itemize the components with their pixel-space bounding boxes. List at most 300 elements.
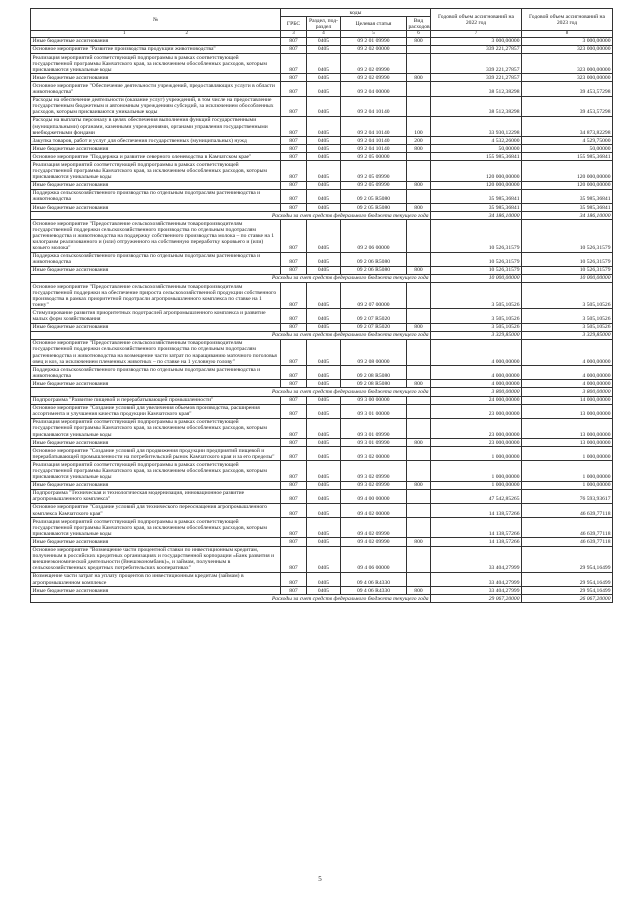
cell-amount-2023: 50,00000 (522, 145, 613, 153)
cell-grbs: 807 (281, 518, 307, 538)
cell-amount-2022: 339 221,27857 (431, 54, 522, 74)
cell-target-article: 09 3 02 09990 (341, 461, 407, 481)
cell-expense-type (407, 418, 431, 438)
cell-razdel: 0405 (307, 189, 341, 203)
cell-razdel: 0405 (307, 447, 341, 461)
cell-description: Реализация мероприятий соответствующей подпрограммы в рамках соответствующей государственной программы Камчатского края, за исключением обособленных расходов, которым присваиваются уникальные коды (31, 461, 281, 481)
cell-amount-2023: 3 329,85000 (522, 331, 613, 339)
cell-amount-2023: 1 000,00000 (522, 461, 613, 481)
cell-razdel: 0405 (307, 418, 341, 438)
cell-description: Реализация мероприятий соответствующей подпрограммы в рамках соответствующей государственной программы Камчатского края, за исключением обособленных расходов, которым присваиваются уникальные коды (31, 518, 281, 538)
cell-amount-2022: 10 000,00000 (431, 274, 522, 282)
cell-razdel: 0405 (307, 404, 341, 418)
cell-target-article: 09 4 06 R4330 (341, 572, 407, 586)
colnum: 3 (281, 31, 307, 38)
cell-razdel: 0405 (307, 538, 341, 546)
table-row (31, 546, 613, 572)
colnum: 5 (341, 31, 407, 38)
cell-amount-2023: 10 526,31579 (522, 220, 613, 252)
cell-grbs: 807 (281, 252, 307, 266)
cell-target-article: 09 4 02 09990 (341, 538, 407, 546)
cell-description: Реализация мероприятий соответствующей подпрограммы в рамках соответствующей государственной программы Камчатского края, за исключением обособленных расходов, которым присваиваются уникальные коды (31, 161, 281, 181)
table-row (31, 54, 613, 74)
cell-expense-type: 800 (407, 481, 431, 489)
cell-grbs: 807 (281, 189, 307, 203)
cell-expense-type (407, 339, 431, 365)
cell-expense-type (407, 489, 431, 503)
cell-grbs: 807 (281, 204, 307, 212)
cell-razdel: 0405 (307, 82, 341, 96)
cell-amount-2023: 3 505,10526 (522, 283, 613, 309)
cell-description: Основное мероприятие "Создание условий для продвижения продукции предприятий пищевой и перерабатывающей промышленности на потребительский рынок Камчатского края и за его пределы" (31, 447, 281, 461)
cell-expense-type (407, 572, 431, 586)
cell-target-article: 09 4 06 R4330 (341, 587, 407, 595)
cell-description: Иные бюджетные ассигнования (31, 145, 281, 153)
row-note: Расходы за счет средств федерального бюджета текущего года (31, 331, 431, 339)
cell-amount-2022: 3 505,10526 (431, 283, 522, 309)
cell-description: Иные бюджетные ассигнования (31, 74, 281, 82)
table-row (31, 252, 613, 266)
cell-amount-2023: 323 000,00000 (522, 45, 613, 53)
cell-description: Расходы на обеспечение деятельности (оказание услуг) учреждений, в том числе на предоставление государственным бюджетным и автономным учреждениям субсидий, за исключением обособленных расходов, которым присваиваются уникальные коды (31, 96, 281, 116)
cell-amount-2022: 1 000,00000 (431, 447, 522, 461)
header-year-2022: Годовой объем ассигнований на 2022 год (431, 9, 522, 31)
cell-amount-2022: 38 512,38298 (431, 96, 522, 116)
cell-amount-2022: 120 000,00000 (431, 181, 522, 189)
cell-expense-type: 800 (407, 538, 431, 546)
cell-amount-2022: 38 512,38298 (431, 82, 522, 96)
cell-target-article: 09 2 07 R5020 (341, 309, 407, 323)
header-vid: Вид расходов (408, 17, 430, 30)
cell-expense-type: 800 (407, 37, 431, 45)
cell-target-article: 09 2 04 10140 (341, 96, 407, 116)
cell-grbs: 807 (281, 461, 307, 481)
table-row (31, 323, 613, 331)
cell-target-article: 09 2 06 00000 (341, 220, 407, 252)
page-number: 5 (318, 875, 322, 883)
table-row (31, 266, 613, 274)
cell-amount-2023: 13 000,00000 (522, 404, 613, 418)
cell-grbs: 807 (281, 572, 307, 586)
cell-razdel: 0405 (307, 489, 341, 503)
cell-expense-type (407, 396, 431, 404)
cell-expense-type (407, 220, 431, 252)
cell-target-article: 09 2 06 R5080 (341, 266, 407, 274)
cell-description: Иные бюджетные ассигнования (31, 266, 281, 274)
header-row-top (31, 9, 613, 17)
cell-description: Подпрограмма "Развитие пищевой и перерабатывающей промышленности" (31, 396, 281, 404)
cell-amount-2022: 4 000,00000 (431, 366, 522, 380)
cell-razdel: 0405 (307, 37, 341, 45)
colnum: 8 (522, 31, 613, 38)
cell-grbs: 807 (281, 96, 307, 116)
cell-expense-type: 800 (407, 380, 431, 388)
table-row (31, 37, 613, 45)
cell-amount-2023: 1 000,00000 (522, 447, 613, 461)
cell-amount-2023: 323 000,00000 (522, 74, 613, 82)
cell-amount-2023: 13 000,00000 (522, 439, 613, 447)
cell-amount-2023: 3 505,10526 (522, 323, 613, 331)
cell-description: Стимулирование развития приоритетных подотраслей агропромышленного комплекса и развитие малых форм хозяйствования (31, 309, 281, 323)
header-number: № (31, 9, 281, 31)
cell-razdel: 0405 (307, 220, 341, 252)
header-column-numbers (31, 31, 613, 38)
table-row (31, 418, 613, 438)
table-row-federal-note (31, 212, 613, 220)
cell-grbs: 807 (281, 153, 307, 161)
cell-razdel: 0405 (307, 380, 341, 388)
cell-target-article: 09 2 08 00000 (341, 339, 407, 365)
cell-razdel: 0405 (307, 546, 341, 572)
cell-expense-type (407, 461, 431, 481)
cell-expense-type (407, 283, 431, 309)
cell-razdel: 0405 (307, 74, 341, 82)
cell-amount-2023: 10 000,00000 (522, 274, 613, 282)
cell-grbs: 807 (281, 380, 307, 388)
cell-description: Иные бюджетные ассигнования (31, 323, 281, 331)
cell-description: Основное мероприятие "Создание условий для увеличения объемов производства, расширения ассортимента и улучшения качества продукции Камчатского края" (31, 404, 281, 418)
table-row (31, 116, 613, 136)
cell-grbs: 807 (281, 396, 307, 404)
cell-target-article: 09 2 05 09990 (341, 181, 407, 189)
cell-razdel: 0405 (307, 323, 341, 331)
cell-description: Основное мероприятие "Предоставление сельскохозяйственным товаропроизводителям государственной поддержки на обеспечение прироста сельскохозяйственной продукции собственного производства в рамках приоритетной подотрасли агропромышленного комплекса по ставке на 1 тонну" (31, 283, 281, 309)
cell-description: Реализация мероприятий соответствующей подпрограммы в рамках соответствующей государственной программы Камчатского края, за исключением обособленных расходов, которым присваиваются уникальные коды (31, 54, 281, 74)
cell-grbs: 807 (281, 181, 307, 189)
cell-amount-2023: 29 954,16499 (522, 546, 613, 572)
cell-amount-2023: 34 186,10000 (522, 212, 613, 220)
cell-expense-type: 800 (407, 439, 431, 447)
cell-amount-2023: 4 529,75000 (522, 137, 613, 145)
cell-amount-2022: 14 138,57266 (431, 503, 522, 517)
cell-description: Расходы на выплаты персоналу в целях обеспечения выполнения функций государственными (муниципальными) органами, казенными учреждениями, органами управления государственными внебюджетными фондами (31, 116, 281, 136)
cell-grbs: 807 (281, 266, 307, 274)
cell-razdel: 0405 (307, 161, 341, 181)
cell-target-article: 09 4 06 00000 (341, 546, 407, 572)
table-row (31, 366, 613, 380)
cell-razdel: 0405 (307, 503, 341, 517)
cell-description: Поддержка сельскохозяйственного производства по отдельным подотраслям растениеводства и животноводства (31, 189, 281, 203)
table-row (31, 439, 613, 447)
budget-table-sheet (30, 8, 612, 603)
table-row (31, 518, 613, 538)
cell-amount-2022: 33 930,12298 (431, 116, 522, 136)
cell-grbs: 807 (281, 587, 307, 595)
cell-amount-2023: 4 000,00000 (522, 339, 613, 365)
cell-razdel: 0405 (307, 283, 341, 309)
cell-grbs: 807 (281, 404, 307, 418)
cell-amount-2022: 3 800,00000 (431, 388, 522, 396)
cell-expense-type (407, 82, 431, 96)
cell-razdel: 0405 (307, 396, 341, 404)
cell-amount-2023: 10 526,31579 (522, 266, 613, 274)
cell-expense-type (407, 447, 431, 461)
row-note: Расходы за счет средств федерального бюджета текущего года (31, 388, 431, 396)
budget-table (30, 8, 613, 603)
cell-amount-2023: 120 000,00000 (522, 181, 613, 189)
cell-description: Основное мероприятие "Возмещение части процентной ставки по инвестиционным кредитам, полученным в российских кредитных организациях и государственной корпорации «Банк развития и внешнеэкономической деятельности (Внешэкономбанк)», и займам, полученным в сельскохозяйственных кредитных потребительских кооперативах" (31, 546, 281, 572)
header-razdel: Раздел, под-раздел (307, 17, 341, 31)
cell-target-article: 09 2 07 R5020 (341, 323, 407, 331)
cell-amount-2022: 14 138,57266 (431, 518, 522, 538)
cell-expense-type (407, 309, 431, 323)
cell-grbs: 807 (281, 161, 307, 181)
cell-amount-2022: 47 542,85265 (431, 489, 522, 503)
cell-amount-2022: 1 000,00000 (431, 461, 522, 481)
table-row (31, 161, 613, 181)
table-row (31, 283, 613, 309)
cell-amount-2023: 4 000,00000 (522, 366, 613, 380)
cell-grbs: 807 (281, 339, 307, 365)
cell-amount-2023: 3 505,10526 (522, 309, 613, 323)
cell-amount-2023: 35 985,36841 (522, 204, 613, 212)
row-note: Расходы за счет средств федерального бюджета текущего года (31, 212, 431, 220)
cell-target-article: 09 2 02 09990 (341, 54, 407, 74)
cell-target-article: 09 4 00 00000 (341, 489, 407, 503)
table-row (31, 82, 613, 96)
cell-target-article: 09 2 07 00000 (341, 283, 407, 309)
cell-amount-2023: 46 639,77118 (522, 503, 613, 517)
cell-description: Иные бюджетные ассигнования (31, 439, 281, 447)
cell-amount-2022: 23 000,00000 (431, 404, 522, 418)
cell-amount-2022: 4 000,00000 (431, 339, 522, 365)
cell-target-article: 09 3 01 09990 (341, 439, 407, 447)
cell-amount-2022: 120 000,00000 (431, 161, 522, 181)
cell-amount-2022: 10 526,31579 (431, 266, 522, 274)
cell-amount-2023: 1 000,00000 (522, 481, 613, 489)
cell-description: Иные бюджетные ассигнования (31, 37, 281, 45)
cell-target-article: 09 2 05 R5080 (341, 204, 407, 212)
cell-description: Закупка товаров, работ и услуг для обеспечения государственных (муниципальных) нужд (31, 137, 281, 145)
cell-description: Поддержка сельскохозяйственного производства по отдельным подотраслям растениеводства и животноводства (31, 366, 281, 380)
cell-grbs: 807 (281, 489, 307, 503)
cell-amount-2022: 10 526,31579 (431, 220, 522, 252)
cell-amount-2023: 29 954,16499 (522, 587, 613, 595)
cell-amount-2022: 35 985,36841 (431, 189, 522, 203)
cell-amount-2023: 46 639,77118 (522, 518, 613, 538)
cell-amount-2023: 29 954,16499 (522, 572, 613, 586)
table-row (31, 404, 613, 418)
table-row (31, 181, 613, 189)
cell-description: Основное мероприятие "Развитие производства продукции животноводства" (31, 45, 281, 53)
colnum: 4 (307, 31, 341, 38)
table-row (31, 189, 613, 203)
cell-amount-2023: 14 000,00000 (522, 396, 613, 404)
cell-grbs: 807 (281, 538, 307, 546)
cell-description: Реализация мероприятий соответствующей подпрограммы в рамках соответствующей государственной программы Камчатского края, за исключением обособленных расходов, которым присваиваются уникальные коды (31, 418, 281, 438)
cell-amount-2022: 339 221,27857 (431, 74, 522, 82)
cell-grbs: 807 (281, 309, 307, 323)
table-row (31, 309, 613, 323)
cell-razdel: 0405 (307, 439, 341, 447)
cell-amount-2022: 23 000,00000 (431, 418, 522, 438)
cell-target-article: 09 2 02 00000 (341, 45, 407, 53)
cell-razdel: 0405 (307, 252, 341, 266)
cell-grbs: 807 (281, 145, 307, 153)
cell-expense-type: 100 (407, 116, 431, 136)
colnum: 6 (407, 31, 431, 38)
cell-target-article: 09 2 05 R5080 (341, 189, 407, 203)
cell-description: Иные бюджетные ассигнования (31, 204, 281, 212)
cell-amount-2023: 35 985,36841 (522, 189, 613, 203)
cell-amount-2023: 76 593,93617 (522, 489, 613, 503)
cell-amount-2022: 35 985,36841 (431, 204, 522, 212)
cell-grbs: 807 (281, 283, 307, 309)
cell-amount-2022: 3 329,85000 (431, 331, 522, 339)
cell-grbs: 807 (281, 503, 307, 517)
table-row (31, 145, 613, 153)
table-row-federal-note (31, 331, 613, 339)
cell-description: Поддержка сельскохозяйственного производства по отдельным подотраслям растениеводства и животноводства (31, 252, 281, 266)
cell-target-article: 09 2 06 R5080 (341, 252, 407, 266)
cell-amount-2022: 23 000,00000 (431, 439, 522, 447)
cell-grbs: 807 (281, 137, 307, 145)
table-row (31, 572, 613, 586)
cell-description: Основное мероприятие "Поддержка и развитие северного оленеводства в Камчатском крае" (31, 153, 281, 161)
cell-grbs: 807 (281, 439, 307, 447)
cell-target-article: 09 2 02 09990 (341, 74, 407, 82)
table-row (31, 447, 613, 461)
cell-expense-type (407, 252, 431, 266)
cell-grbs: 807 (281, 116, 307, 136)
cell-amount-2022: 29 067,20000 (431, 595, 522, 603)
table-row (31, 587, 613, 595)
cell-expense-type (407, 404, 431, 418)
cell-target-article: 09 3 02 00000 (341, 447, 407, 461)
cell-target-article: 09 2 04 10140 (341, 137, 407, 145)
cell-grbs: 807 (281, 546, 307, 572)
cell-razdel: 0405 (307, 153, 341, 161)
table-row (31, 503, 613, 517)
table-row-federal-note (31, 274, 613, 282)
table-row (31, 339, 613, 365)
cell-description: Иные бюджетные ассигнования (31, 181, 281, 189)
cell-target-article: 09 2 01 09990 (341, 37, 407, 45)
budget-table-body (31, 37, 613, 602)
cell-razdel: 0405 (307, 339, 341, 365)
cell-target-article: 09 2 04 00000 (341, 82, 407, 96)
cell-razdel: 0405 (307, 266, 341, 274)
cell-amount-2022: 3 000,00000 (431, 37, 522, 45)
cell-expense-type (407, 518, 431, 538)
cell-razdel: 0405 (307, 587, 341, 595)
cell-amount-2022: 1 000,00000 (431, 481, 522, 489)
header-grbs: ГРБС (281, 17, 307, 31)
cell-razdel: 0405 (307, 461, 341, 481)
cell-target-article: 09 3 02 09990 (341, 481, 407, 489)
cell-expense-type: 800 (407, 587, 431, 595)
cell-amount-2022: 34 186,10000 (431, 212, 522, 220)
cell-amount-2022: 4 000,00000 (431, 380, 522, 388)
cell-expense-type (407, 45, 431, 53)
cell-target-article: 09 2 04 10140 (341, 145, 407, 153)
cell-expense-type (407, 503, 431, 517)
cell-expense-type (407, 161, 431, 181)
cell-expense-type: 800 (407, 74, 431, 82)
cell-amount-2023: 13 000,00000 (522, 418, 613, 438)
cell-target-article: 09 2 08 R5080 (341, 380, 407, 388)
cell-target-article: 09 2 05 09990 (341, 161, 407, 181)
cell-razdel: 0405 (307, 54, 341, 74)
cell-amount-2023: 10 526,31579 (522, 252, 613, 266)
cell-expense-type: 800 (407, 204, 431, 212)
cell-razdel: 0405 (307, 366, 341, 380)
header-year-2023: Годовой объем ассигнований на 2023 год (522, 9, 613, 31)
cell-expense-type: 800 (407, 323, 431, 331)
cell-grbs: 807 (281, 366, 307, 380)
table-row (31, 220, 613, 252)
cell-grbs: 807 (281, 54, 307, 74)
row-note: Расходы за счет средств федерального бюджета текущего года (31, 595, 431, 603)
cell-expense-type (407, 189, 431, 203)
table-row (31, 137, 613, 145)
cell-amount-2022: 3 505,10526 (431, 309, 522, 323)
cell-description: Основное мероприятие "Предоставление сельскохозяйственным товаропроизводителям государственной поддержки сельскохозяйственного производства по отдельным подотраслям растениеводства и животноводства на возмещение части затрат по наращиванию маточного поголовья овец и коз, за исключением племенных животных – по ставке на 1 условную голову" (31, 339, 281, 365)
cell-razdel: 0405 (307, 116, 341, 136)
table-row (31, 96, 613, 116)
cell-razdel: 0405 (307, 518, 341, 538)
table-row-federal-note (31, 388, 613, 396)
cell-amount-2023: 4 000,00000 (522, 380, 613, 388)
cell-amount-2022: 339 221,27857 (431, 45, 522, 53)
cell-amount-2023: 39 453,57298 (522, 96, 613, 116)
cell-amount-2022: 50,00000 (431, 145, 522, 153)
cell-description: Подпрограмма "Техническая и технологическая модернизация, инновационное развитие агропромышленного комплекса" (31, 489, 281, 503)
cell-expense-type (407, 546, 431, 572)
cell-razdel: 0405 (307, 481, 341, 489)
cell-amount-2023: 120 000,00000 (522, 161, 613, 181)
header-target: Целевая статья (341, 17, 407, 31)
row-note: Расходы за счет средств федерального бюджета текущего года (31, 274, 431, 282)
cell-amount-2022: 33 404,27999 (431, 546, 522, 572)
cell-razdel: 0405 (307, 145, 341, 153)
cell-amount-2022: 33 404,27999 (431, 572, 522, 586)
cell-razdel: 0405 (307, 137, 341, 145)
table-row (31, 489, 613, 503)
cell-description: Иные бюджетные ассигнования (31, 481, 281, 489)
cell-description: Основное мероприятие "Предоставление сельскохозяйственным товаропроизводителям государственной поддержки сельскохозяйственного производства по отдельным подотраслям растениеводства и животноводства на поддержку собственного производства молока – по ставке на 1 килограмм реализованного и (или) отгруженного на собственную переработку коровьего и (или) козьего молока" (31, 220, 281, 252)
cell-description: Основное мероприятие "Создание условий для технического переоснащения агропромышленного комплекса Камчатского края" (31, 503, 281, 517)
cell-target-article: 09 3 01 09990 (341, 418, 407, 438)
cell-razdel: 0405 (307, 309, 341, 323)
table-row (31, 74, 613, 82)
cell-grbs: 807 (281, 447, 307, 461)
colnum: 7 (431, 31, 522, 38)
cell-amount-2023: 26 067,20000 (522, 595, 613, 603)
cell-grbs: 807 (281, 82, 307, 96)
colnum: 1 2 (31, 31, 281, 38)
cell-amount-2022: 24 000,00000 (431, 396, 522, 404)
table-row (31, 380, 613, 388)
cell-target-article: 09 3 01 00000 (341, 404, 407, 418)
cell-target-article: 09 2 04 10140 (341, 116, 407, 136)
cell-amount-2022: 14 138,57266 (431, 538, 522, 546)
cell-amount-2022: 3 505,10526 (431, 323, 522, 331)
cell-amount-2023: 155 985,36841 (522, 153, 613, 161)
cell-amount-2023: 3 800,00000 (522, 388, 613, 396)
cell-grbs: 807 (281, 37, 307, 45)
cell-target-article: 09 3 00 00000 (341, 396, 407, 404)
cell-expense-type: 800 (407, 266, 431, 274)
cell-grbs: 807 (281, 74, 307, 82)
cell-description: Возмещение части затрат на уплату процентов по инвестиционным кредитам (займам) в агропромышленном комплексе (31, 572, 281, 586)
cell-amount-2023: 3 000,00000 (522, 37, 613, 45)
cell-amount-2023: 46 639,77118 (522, 538, 613, 546)
cell-amount-2022: 33 404,27999 (431, 587, 522, 595)
cell-grbs: 807 (281, 323, 307, 331)
table-row (31, 538, 613, 546)
table-row-federal-note (31, 595, 613, 603)
